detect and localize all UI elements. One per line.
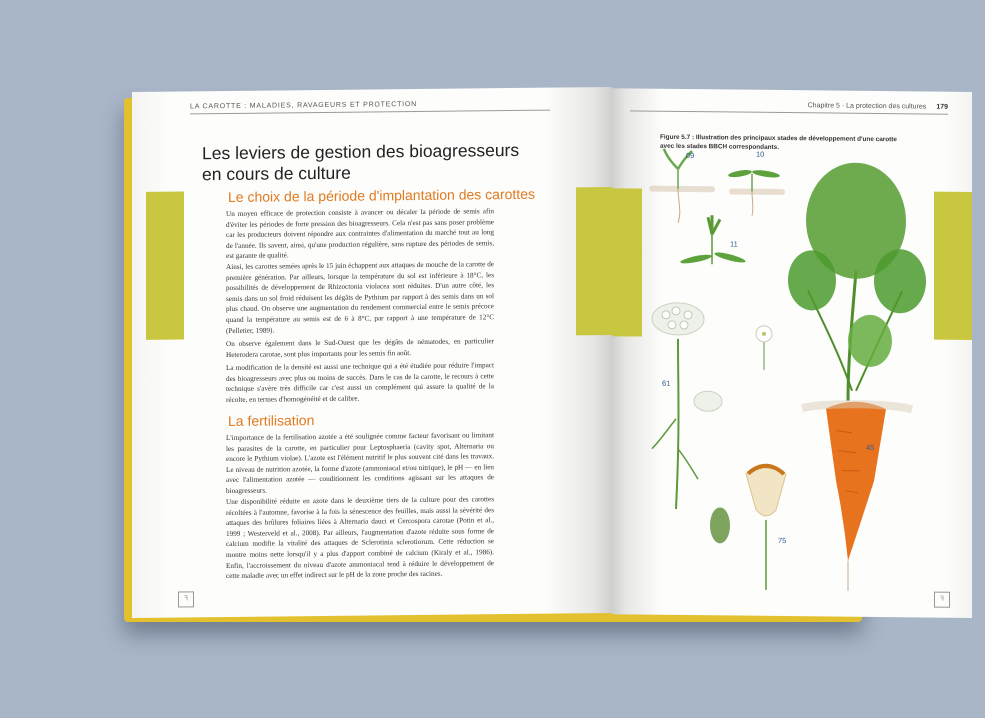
stage-label-11: 11 [730,239,738,249]
paragraph-1: Un moyen efficace de protection consiste à avancer ou décaler la période de semis afin d'éviter les périodes de forte pression des bioagresseurs. Cela n'est pas sans poser problème car les producteurs doivent répondre aux contraintes d'alimentation du marché tout au long de l'année. Ils savent, ainsi, qu'une production régulière, sans rupture des périodes de semis, est garante de qualité. [226,207,494,261]
open-book [118,92,948,624]
paragraph-5: L'importance de la fertilisation azotée a été soulignée comme facteur favorisant ou limitant les parasites de la carotte, en particulier pour Leptosphaeria (cavity spot, Alternaria ou encore le Pythium violae). L'azote est l'élément nutritif le plus souvent cité dans les travaux. Le niveau de nutrition azotée, la forme d'azote (ammoniacal et/ou nitrique), le pH — en lien avec l'alimentation azotée — conditionnent les conditions agissant sur les attaques de bioagresseurs. [226,431,494,495]
left-page [132,87,612,618]
figure-caption: Figure 5.7 : Illustration des principaux stades de développement d'une carotte avec les stades BBCH correspondants. [660,133,897,151]
stage-09-seedling [652,149,712,224]
publisher-logo-icon: ꟻ [934,592,950,608]
right-page [612,88,972,618]
paragraph-2: Ainsi, les carottes semées après le 15 juin échappent aux attaques de mouche de la carotte de première génération. Par ailleurs, lorsque la température du sol est inférieure à 18°C, les possibilités de développement de Rhizoctonia violacea sont réduites. D'un autre côté, les semis dans un sol froid réduisent les dégâts de Pythium par rapport à des semis dans un sol plus chaud. On observe une augmentation du rendement commercial entre le semis précoce quand la température au semis est de 6 à 8°C, par rapport à une température de 12°C (Pelletier, 1989). [226,260,494,335]
paragraph-4: La modification de la densité est aussi une technique qui a été étudiée pour réduire l'impact des bioagresseurs avec plus ou moins de succès. Dans le cas de la carotte, le recours à cette technique s'avère très difficile car c'est aussi un complément qui assure la qualité de la récolte, en termes d'homogénéité et de calibre. [226,361,494,404]
left-running-head: LA CAROTTE : MALADIES, RAVAGEURS ET PROTECTION [190,101,418,111]
left-margin-tab [146,191,184,339]
stage-75-seed-head [710,465,786,590]
stage-61-flowering-umbel [652,303,722,510]
stage-label-09: 09 [686,151,695,161]
page-number: 179 [936,103,948,111]
section-heading-planting-period: Le choix de la période d'implantation des carottes [228,185,535,205]
chapter-section-title: Les leviers de gestion des bioagresseurs en cours de culture [202,139,520,185]
stage-label-10: 10 [756,149,765,159]
paragraph-6: Une disponibilité réduite en azote dans le deuxième tiers de la culture pour des carottes récoltées à l'automne, favorise à la fois la sénescence des feuilles, mais aussi la sévérité des attaques des brûlures foliaires liées à Alternaria dauci et Cercospora carotae (Potin et al., 1999 ; Westerveld et al., 2008). Par ailleurs, l'augmentation d'azote réduite sous forme de calcium modifie la vitalité des attaques de Sclerotinia sclerotiorum. Cette réduction se montre moins nette lorsqu'il y a plus d'apport combiné de calcium (Kiraly et al., 1986). Enfin, l'accroissement du niveau d'azote ammoniacal tend à réduire le développement de cette maladie avec un effet indirect sur le pH de la zone proche des racines. [226,495,494,581]
stage-label-61: 61 [662,378,671,388]
stage-45-mature-carrot [788,162,926,591]
paragraph-3: On observe également dans le Sud-Ouest que les dégâts de nématodes, en particulier Heterodera carotae, sont plus importants pour les semis fin août. [226,337,494,359]
chapter-running-title: Chapitre 5 · La protection des cultures [807,102,927,111]
stage-10-seedling [728,168,782,216]
carrot-flower-detail [756,326,772,370]
carrot-growth-illustration [612,88,972,618]
left-gutter-tab [576,187,612,335]
left-header-rule [190,110,550,115]
stage-label-45: 45 [866,442,875,452]
section-heading-fertilisation: La fertilisation [228,412,315,429]
publisher-logo-icon: ꟻ [178,591,194,607]
stage-label-75: 75 [778,535,787,546]
